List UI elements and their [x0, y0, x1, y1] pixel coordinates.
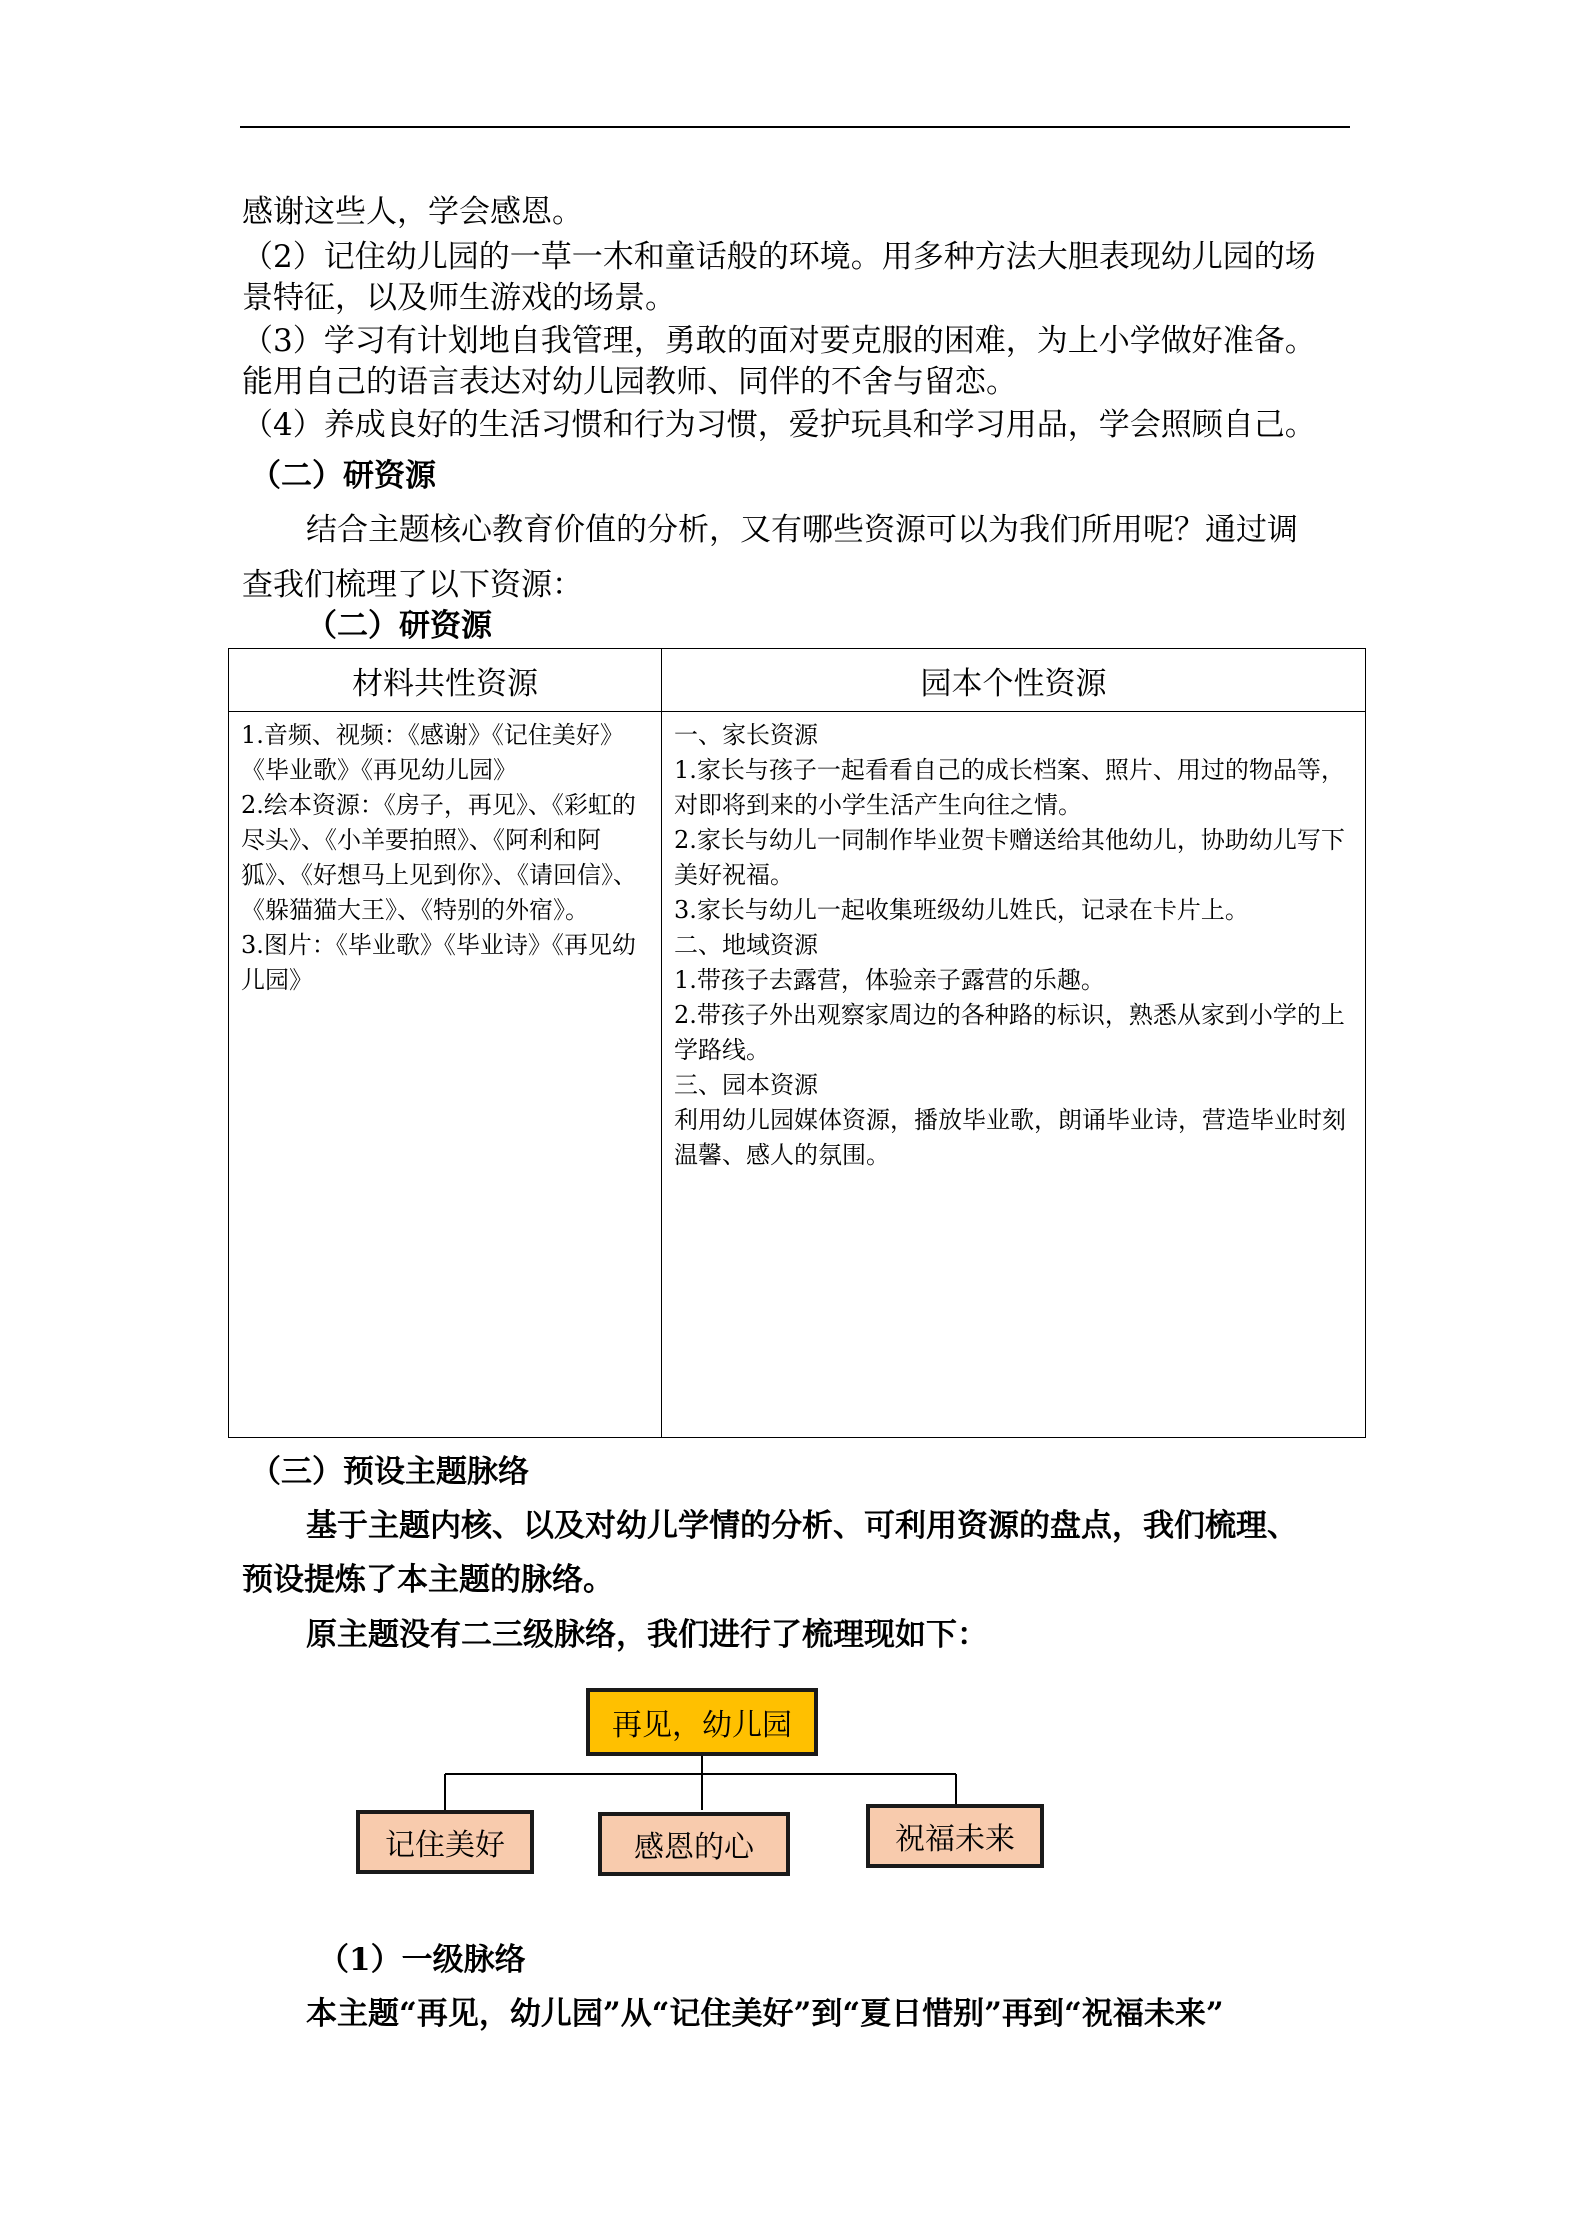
individual-item-6: 1.带孩子去露营，体验亲子露营的乐趣。 [674, 966, 1105, 994]
intro-line-2: （2）记住幼儿园的一草一木和童话般的环境。用多种方法大胆表现幼儿园的场 [242, 239, 1316, 275]
individual-item-2: 1.家长与孩子一起看看自己的成长档案、照片、用过的物品等，对即将到来的小学生活产生向往之情。 [674, 756, 1345, 819]
section2-paragraph-line-1: 结合主题核心教育价值的分析，又有哪些资源可以为我们所用呢？通过调 [306, 512, 1298, 548]
section2-paragraph-line-2: 查我们梳理了以下资源： [242, 567, 583, 603]
individual-item-4: 3.家长与幼儿一起收集班级幼儿姓氏，记录在卡片上。 [674, 896, 1249, 924]
diagram-node-bless-future: 祝福未来 [866, 1804, 1044, 1868]
section3-paragraph-2: 原主题没有二三级脉络，我们进行了梳理现如下： [306, 1617, 988, 1653]
intro-line-4: （3）学习有计划地自我管理，勇敢的面对要克服的困难，为上小学做好准备。 [242, 323, 1316, 359]
common-item-2: 2.绘本资源：《房子，再见》、《彩虹的尽头》、《小羊要拍照》、《阿利和阿狐》、《好想马上见到你》、《请回信》、《躲猫猫大王》、《特别的外宿》。 [241, 791, 637, 924]
common-item-3: 3.图片：《毕业歌》《毕业诗》《再见幼儿园》 [241, 931, 636, 994]
section2-heading: （二）研资源 [250, 458, 436, 494]
diagram-node-remember-beauty: 记住美好 [356, 1810, 534, 1874]
individual-item-9: 利用幼儿园媒体资源，播放毕业歌，朗诵毕业诗，营造毕业时刻温馨、感人的氛围。 [674, 1106, 1346, 1169]
intro-line-3: 景特征，以及师生游戏的场景。 [242, 280, 676, 316]
intro-line-6: （4）养成良好的生活习惯和行为习惯，爱护玩具和学习用品，学会照顾自己。 [242, 407, 1316, 443]
intro-line-5: 能用自己的语言表达对幼儿园教师、同伴的不舍与留恋。 [242, 364, 1017, 400]
individual-item-5: 二、地域资源 [674, 931, 818, 959]
diagram-root-node: 再见，幼儿园 [586, 1688, 818, 1756]
section3-paragraph-line-2: 预设提炼了本主题的脉络。 [242, 1562, 614, 1598]
header-rule [240, 126, 1350, 128]
common-resources-cell [229, 712, 662, 1438]
individual-item-3: 2.家长与幼儿一同制作毕业贺卡赠送给其他幼儿，协助幼儿写下美好祝福。 [674, 826, 1345, 889]
individual-item-7: 2.带孩子外出观察家周边的各种路的标识，熟悉从家到小学的上学路线。 [674, 1001, 1345, 1064]
section3-heading: （三）预设主题脉络 [250, 1454, 529, 1490]
section4-heading: （1）一级脉络 [318, 1942, 526, 1978]
resource-table [228, 648, 1366, 1438]
table-header-common: 材料共性资源 [229, 649, 662, 712]
individual-resources-cell [662, 712, 1366, 1438]
section4-paragraph: 本主题“再见，幼儿园”从“记住美好”到“夏日惜别”再到“祝福未来” [306, 1996, 1224, 2032]
individual-item-8: 三、园本资源 [674, 1071, 818, 1099]
section3-paragraph-line-1: 基于主题内核、以及对幼儿学情的分析、可利用资源的盘点，我们梳理、 [306, 1508, 1298, 1544]
intro-line-1: 感谢这些人，学会感恩。 [242, 194, 583, 230]
common-item-1: 1.音频、视频：《感谢》《记住美好》《毕业歌》《再见幼儿园》 [241, 721, 624, 784]
individual-item-1: 一、家长资源 [674, 721, 818, 749]
table-header-individual: 园本个性资源 [662, 649, 1366, 712]
diagram-node-grateful-heart: 感恩的心 [598, 1812, 790, 1876]
table-caption: （二）研资源 [306, 608, 492, 644]
